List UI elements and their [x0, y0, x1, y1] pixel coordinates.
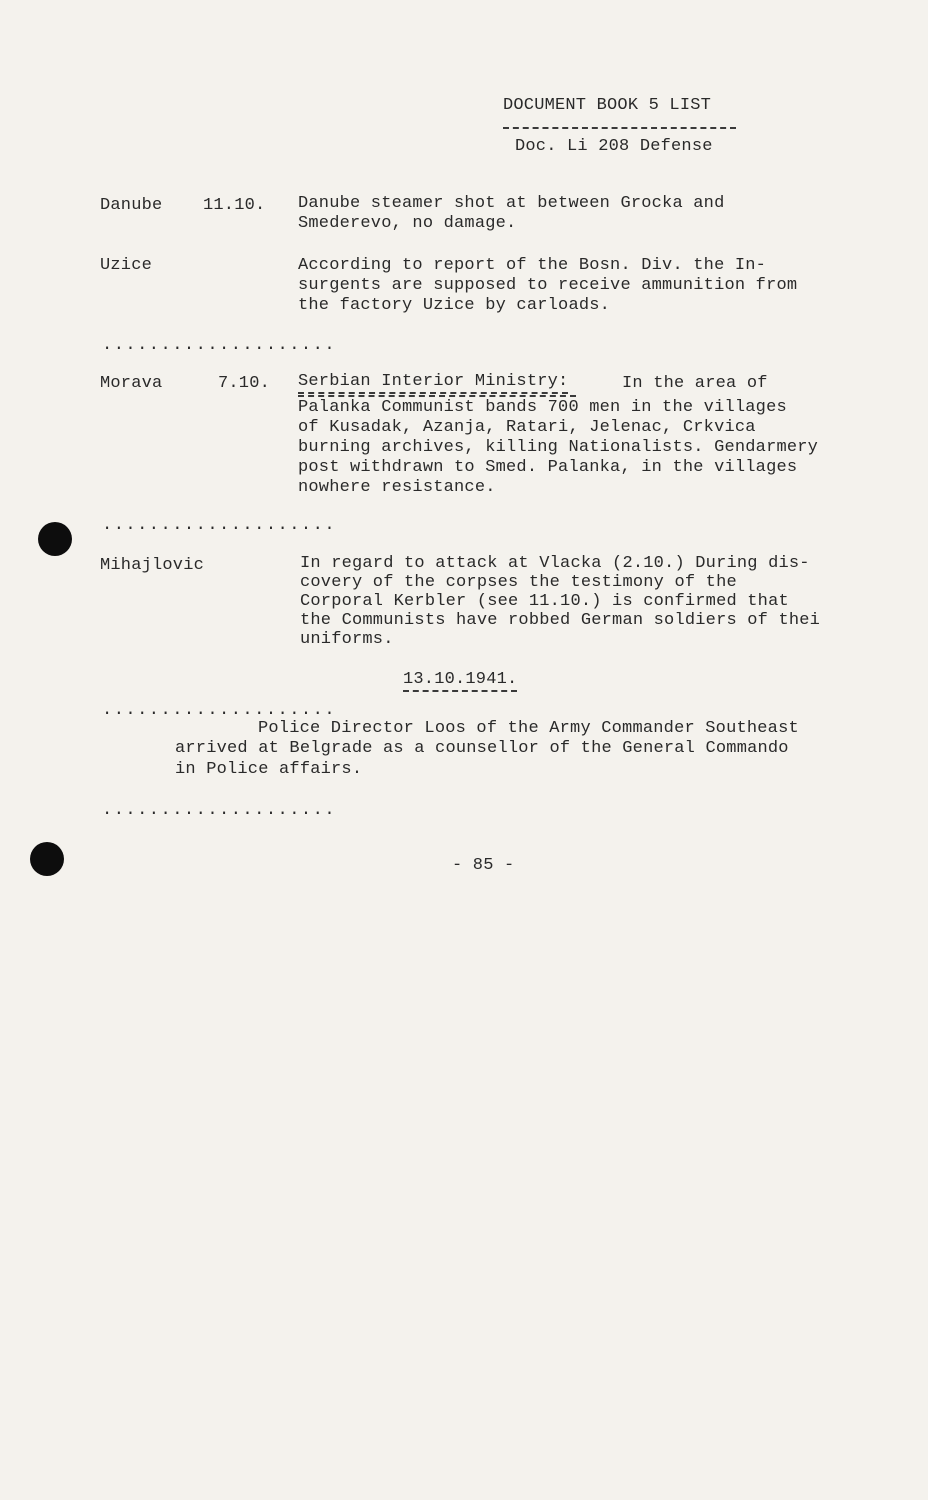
entry-line: In regard to attack at Vlacka (2.10.) During dis-: [300, 554, 810, 573]
entry-line: According to report of the Bosn. Div. the In-: [298, 256, 767, 275]
heading-continuation-underline: [298, 395, 576, 397]
entry-line: the factory Uzice by carloads.: [298, 296, 611, 315]
punch-hole-bottom: [30, 842, 64, 876]
entry-place: Mihajlovic: [100, 556, 205, 575]
entry-place: Morava: [100, 374, 163, 393]
section-separator: ....................: [102, 336, 337, 355]
entry-heading: Serbian Interior Ministry:: [298, 372, 568, 394]
note-line: in Police affairs.: [175, 760, 363, 779]
entry-line: covery of the corpses the testimony of the: [300, 573, 737, 592]
note-line: arrived at Belgrade as a counsellor of the General Commando: [175, 739, 789, 758]
entry-line: Palanka Communist bands 700 men in the villages: [298, 398, 787, 417]
entry-line: uniforms.: [300, 630, 394, 649]
section-separator: ....................: [102, 516, 337, 535]
section-separator: ....................: [102, 701, 337, 720]
punch-hole-top: [38, 522, 72, 556]
entry-line: Danube steamer shot at between Grocka and: [298, 194, 725, 213]
entry-line: the Communists have robbed German soldiers of thei: [300, 611, 821, 630]
entry-place: Uzice: [100, 256, 153, 275]
entry-line: Corporal Kerbler (see 11.10.) is confirmed that: [300, 592, 789, 611]
page-number: - 85 -: [452, 856, 515, 875]
entry-line: post withdrawn to Smed. Palanka, in the villages: [298, 458, 798, 477]
entry-date: 11.10.: [203, 196, 266, 215]
entry-line: Smederevo, no damage.: [298, 214, 517, 233]
title-underline: [503, 127, 736, 129]
entry-line: burning archives, killing Nationalists. Gendarmery: [298, 438, 819, 457]
entry-line: In the area of: [622, 374, 768, 393]
note-line: Police Director Loos of the Army Commander Southeast: [258, 719, 799, 738]
entry-date: 7.10.: [218, 374, 271, 393]
entry-line: surgents are supposed to receive ammunition from: [298, 276, 798, 295]
document-reference: Doc. Li 208 Defense: [515, 137, 713, 156]
entry-line: nowhere resistance.: [298, 478, 496, 497]
date-heading: 13.10.1941.: [403, 670, 517, 692]
section-separator: ....................: [102, 801, 337, 820]
document-title: DOCUMENT BOOK 5 LIST: [503, 96, 712, 115]
entry-place: Danube: [100, 196, 163, 215]
entry-line: of Kusadak, Azanja, Ratari, Jelenac, Crkvica: [298, 418, 756, 437]
